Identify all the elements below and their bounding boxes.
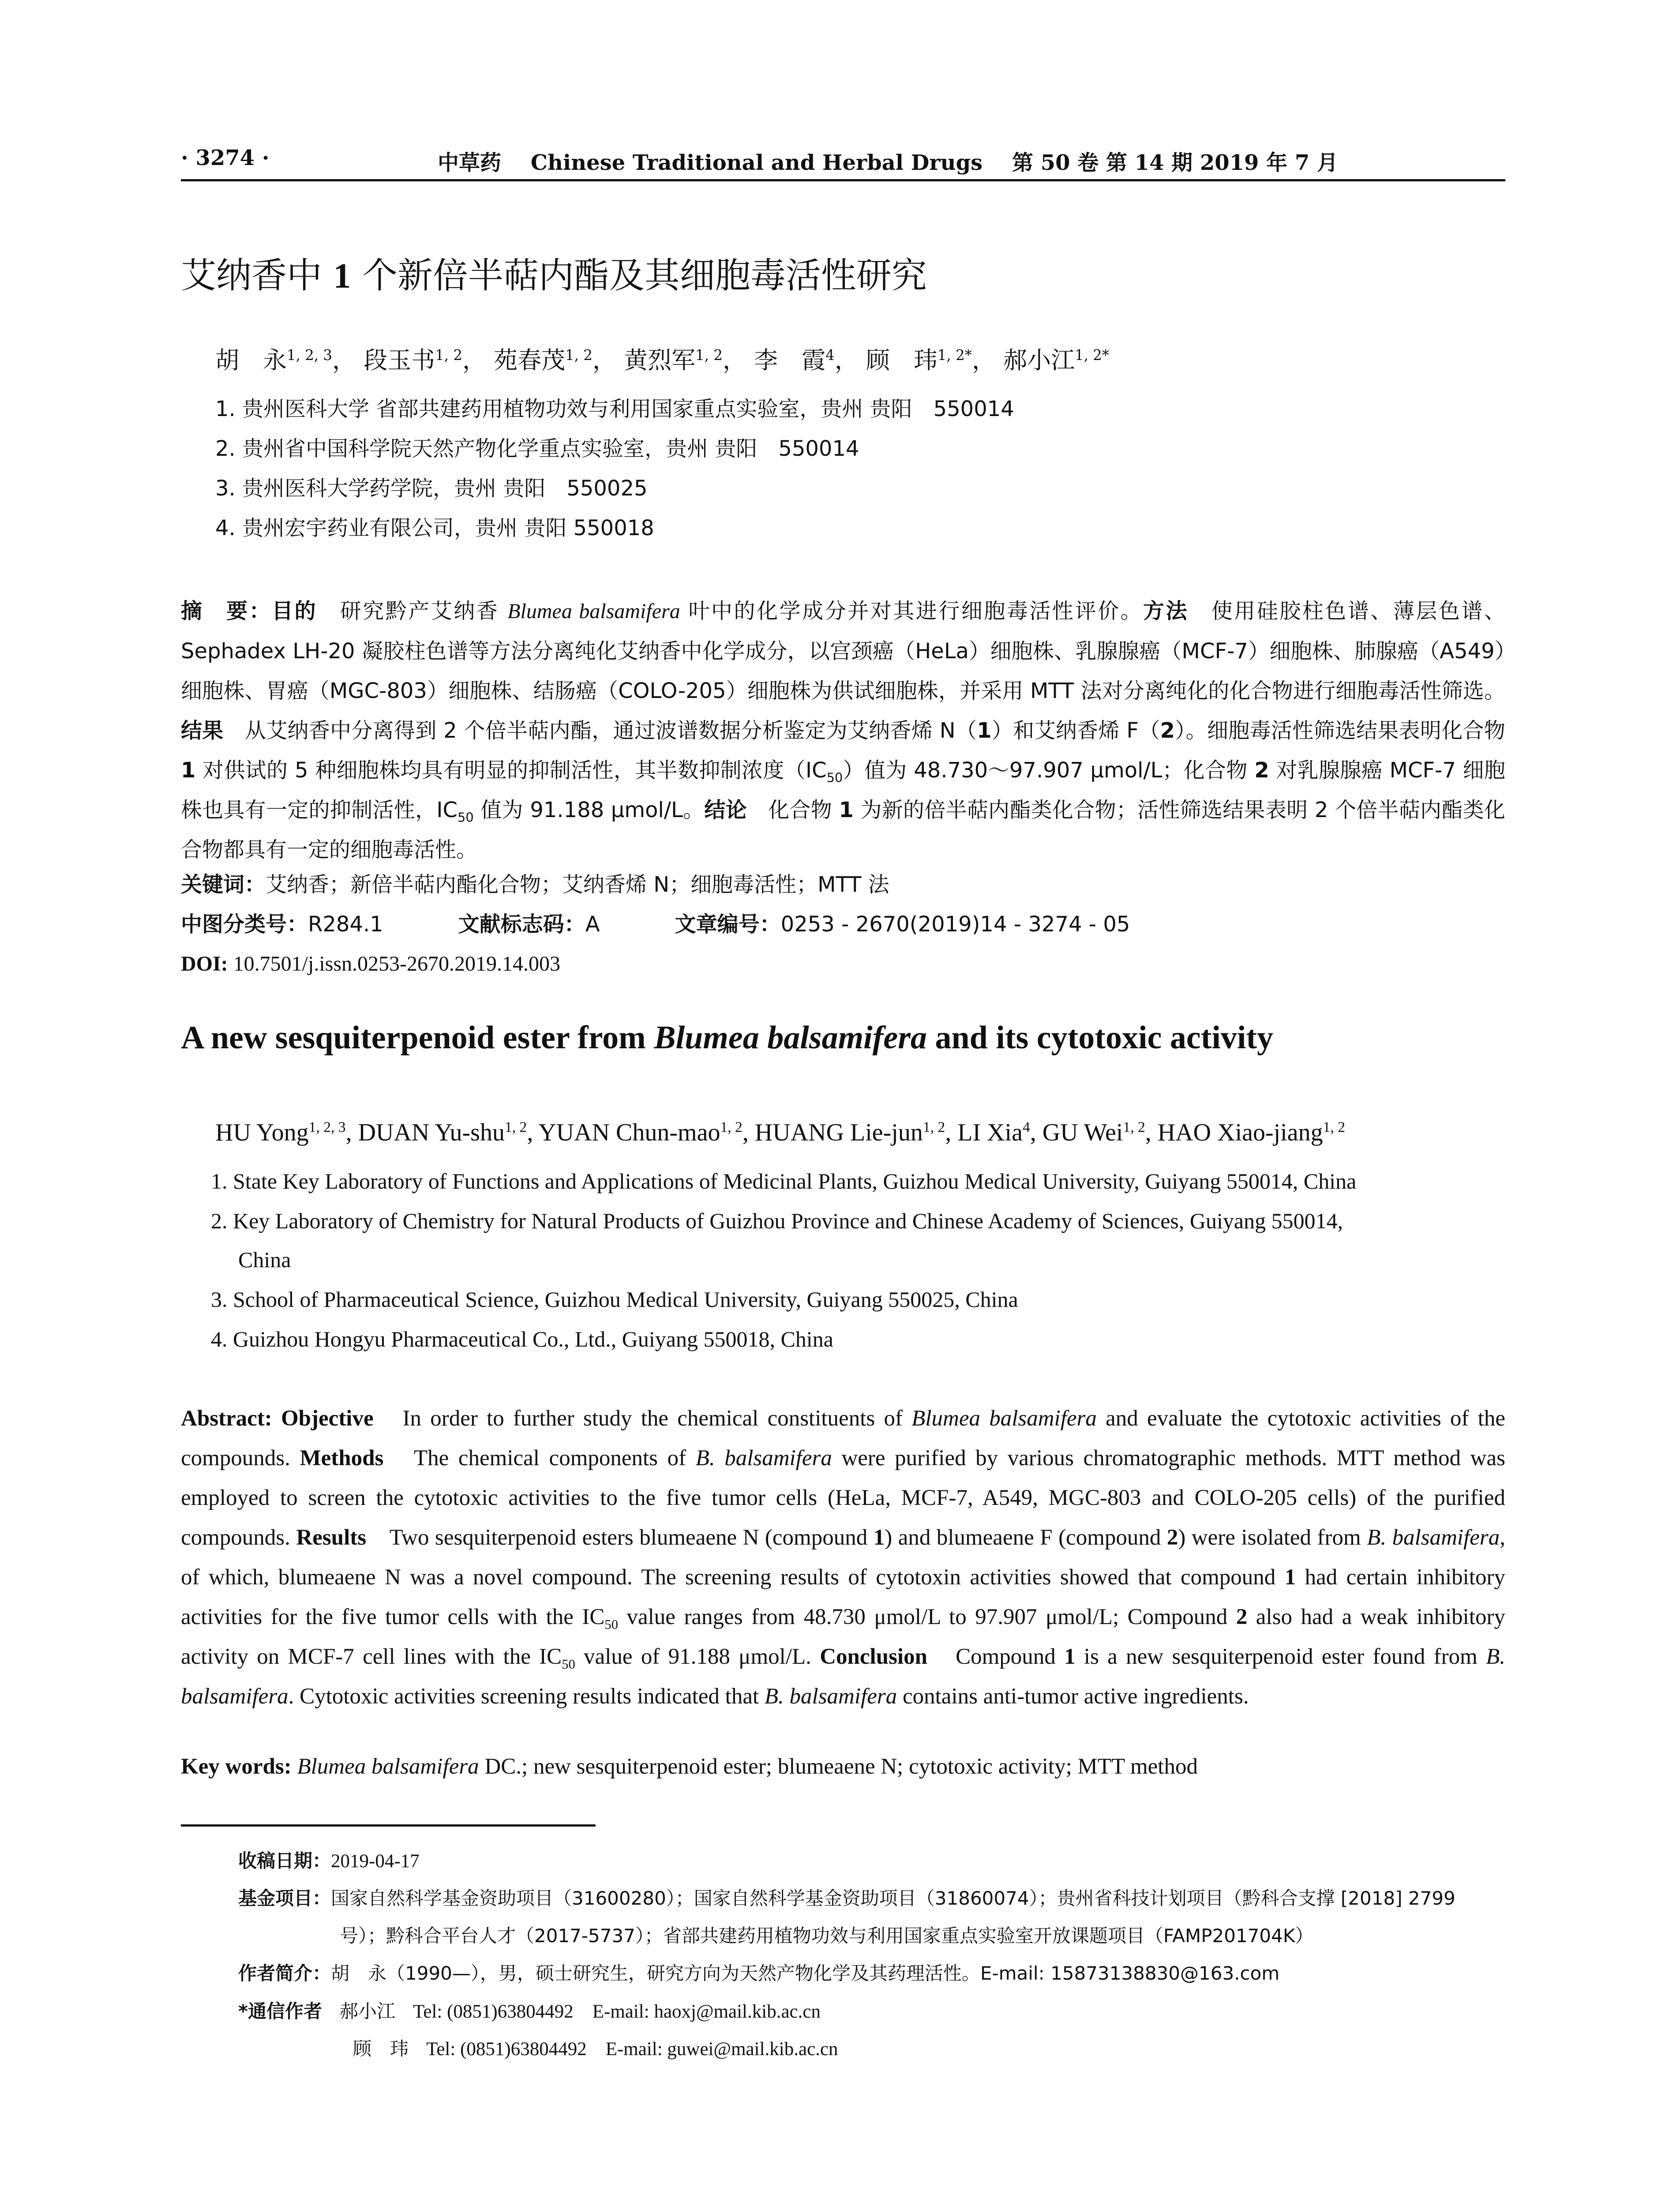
footnote-received — [238, 1846, 420, 1873]
bio-text: 胡 永（1990—），男，硕士研究生，研究方向为天然产物化学及其药理活性。E-mail: 15873138830@163.com — [331, 1962, 1280, 1984]
footnote-corresponding-2 — [353, 2034, 838, 2061]
author-affil-sup: 1, 2 — [1123, 1119, 1145, 1136]
author-cn — [364, 346, 486, 374]
results-label: Results — [296, 1525, 367, 1550]
author-sep: ， — [462, 346, 486, 374]
clc-value: R284.1 — [308, 912, 383, 937]
journal-header — [181, 140, 1505, 181]
author-name: 段玉书 — [364, 346, 435, 374]
doi-line — [181, 944, 1505, 984]
abstract-text: , of which, blumeaene N was a novel compound. The screening results of cytotoxin activities showed that compound — [181, 1525, 1506, 1590]
keywords-en — [181, 1754, 1198, 1779]
affiliation-en: 3. School of Pharmaceutical Science, Guizhou Medical University, Guiyang 550025, China — [211, 1287, 1018, 1312]
abstract-text: and evaluate the cytotoxic activities of the compounds. — [181, 1406, 1506, 1471]
doi-value[interactable]: 10.7501/j.issn.0253-2670.2019.14.003 — [228, 952, 561, 975]
species-name: B. balsamifera — [181, 1644, 1505, 1709]
abstract-text: ) and blumeaene F (compound — [885, 1525, 1167, 1550]
author-en — [215, 1119, 358, 1146]
authors-cn — [215, 341, 1109, 375]
author-en — [538, 1119, 755, 1146]
author-name: DUAN Yu-shu — [358, 1119, 505, 1146]
author-cn — [215, 346, 356, 374]
footnote-author-bio — [238, 1959, 1279, 1985]
title-en-part1: A new sesquiterpenoid ester from — [181, 1020, 654, 1056]
author-sep: , — [345, 1119, 358, 1146]
abstract-text: 从艾纳香中分离得到 2 个倍半萜内酯，通过波谱数据分析鉴定为艾纳香烯 N（ — [223, 718, 977, 743]
abstract-text: 值为 91.188 μmol/L。 — [473, 798, 705, 822]
abstract-text: 使用硅胶柱色谱、薄层色谱、Sephadex LH-20 凝胶柱色谱等方法分离纯化艾纳香中化学成分，以宫颈癌（HeLa）细胞株、乳腺腺癌（MCF-7）细胞株、肺腺癌（A549）细胞株、胃癌（MGC-803）细胞株、结肠癌（COLO-205）细胞株为供试细胞株，并采用 MTT 法对分离纯化的化合物进行细胞毒活性筛选。 — [181, 599, 1505, 703]
compound-number: 1 — [1284, 1565, 1296, 1590]
affiliation-en: 4. Guizhou Hongyu Pharmaceutical Co., Ltd., Guiyang 550018, China — [211, 1327, 833, 1351]
author-affil-sup: 1, 2, 3 — [308, 1119, 346, 1136]
abstract-text: 叶中的化学成分并对其进行细胞毒活性评价。 — [680, 599, 1144, 623]
doc-code-value: A — [585, 912, 600, 937]
species-name: B. balsamifera — [764, 1684, 897, 1709]
objective-label: 目的 — [272, 599, 318, 623]
author-en — [358, 1119, 539, 1146]
abstract-en — [181, 1399, 1505, 1716]
corresponding-label: *通信作者 — [238, 2000, 322, 2022]
abstract-text: 对供试的 5 种细胞株均具有明显的抑制活性，其半数抑制浓度（IC — [195, 758, 827, 783]
title-cn-part2: 个新倍半萜内酯及其细胞毒活性研究 — [351, 255, 927, 296]
abstract-text: contains anti-tumor active ingredients. — [897, 1684, 1249, 1709]
corresponding-contact: Tel: (0851)63804492 E-mail: haoxj@mail.kib.ac.cn — [413, 2001, 821, 2022]
abstract-text: 研究黔产艾纳香 — [317, 599, 508, 623]
affiliation-en: 1. State Key Laboratory of Functions and Applications of Medicinal Plants, Guizhou Medical University, Guiyang 550014, China — [211, 1169, 1357, 1193]
author-sep: ， — [592, 346, 616, 374]
author-sep: , — [1145, 1119, 1158, 1146]
abstract-text: ）。细胞毒活性筛选结果表明化合物 — [1175, 718, 1505, 743]
author-affil-sup: 1, 2 — [435, 347, 462, 364]
title-cn-number: 1 — [333, 257, 351, 296]
abstract-text: In order to further study the chemical constituents of — [373, 1406, 912, 1431]
article-number-label: 文章编号： — [675, 912, 781, 937]
classification-line — [181, 904, 1505, 944]
journal-name — [438, 146, 1338, 176]
abstract-text: ）值为 48.730～97.907 μmol/L；化合物 — [843, 758, 1255, 783]
author-affil-sup: 1, 2 — [695, 347, 723, 364]
author-sep: , — [945, 1119, 958, 1146]
author-name: 苑春茂 — [494, 346, 566, 374]
author-name: 李 霞 — [754, 346, 826, 374]
author-affil-sup: 4 — [1022, 1119, 1030, 1136]
affiliation-en-continued: China — [238, 1247, 291, 1272]
author-affil-sup: 1, 2 — [922, 1119, 945, 1136]
objective-label: Objective — [272, 1406, 374, 1431]
author-name: HUANG Lie-jun — [754, 1119, 923, 1146]
authors-en — [215, 1118, 1345, 1147]
author-name: 胡 永 — [215, 346, 287, 374]
issue-info: 第 50 卷 第 14 期 2019 年 7 月 — [1012, 150, 1338, 175]
author-affil-sup: 1, 2 — [565, 347, 592, 364]
compound-number: 2 — [1236, 1605, 1248, 1629]
abstract-text: 对乳腺腺癌 MCF-7 细胞株也具有一定的抑制活性，IC — [181, 758, 1505, 822]
affiliation-cn: 2. 贵州省中国科学院天然产物化学重点实验室，贵州 贵阳 550014 — [215, 436, 859, 461]
keywords-cn — [181, 865, 1505, 904]
footnote-corresponding-1 — [238, 1996, 821, 2023]
abstract-text: is a new sesquiterpenoid ester found from — [1075, 1644, 1486, 1669]
author-affil-sup: 4 — [825, 347, 835, 364]
affiliation-cn: 4. 贵州宏宇药业有限公司，贵州 贵阳 550018 — [215, 516, 654, 540]
author-name: 顾 玮 — [866, 346, 938, 374]
author-sep: , — [1030, 1119, 1042, 1146]
species-name: B. balsamifera — [695, 1446, 832, 1471]
abstract-text: . Cytotoxic activities screening results indicated that — [288, 1684, 765, 1709]
compound-number: 1 — [977, 718, 992, 743]
author-affil-sup: 1, 2* — [1075, 347, 1110, 364]
title-en — [181, 1019, 1273, 1057]
author-en — [957, 1119, 1042, 1146]
conclusion-label: 结论 — [704, 798, 747, 822]
compound-number: 1 — [873, 1525, 885, 1550]
received-date: 2019-04-17 — [331, 1851, 420, 1872]
abstract-label: Abstract: — [181, 1406, 272, 1431]
author-cn — [754, 346, 859, 374]
author-en — [1042, 1119, 1158, 1146]
author-sep: , — [742, 1119, 755, 1146]
title-en-part2: and its cytotoxic activity — [927, 1020, 1274, 1056]
author-cn — [624, 346, 746, 374]
author-sep: , — [527, 1119, 539, 1146]
author-affil-sup: 1, 2* — [937, 347, 972, 364]
journal-name-cn: 中草药 — [438, 150, 502, 175]
abstract-text: 为新的倍半萜内酯类化合物；活性筛选结果表明 2 个倍半萜内酯类化合物都具有一定的细胞毒活性。 — [181, 798, 1505, 862]
keywords-text: 艾纳香；新倍半萜内酯化合物；艾纳香烯 N；细胞毒活性；MTT 法 — [266, 872, 889, 897]
abstract-text: had certain inhibitory activities for the five tumor cells with the IC — [181, 1565, 1505, 1629]
bio-label: 作者简介： — [238, 1962, 331, 1984]
footnote-fund — [238, 1884, 1455, 1910]
footnote-divider — [181, 1824, 596, 1827]
footnote-fund-continued: 号）；黔科合平台人才（2017-5737）；省部共建药用植物功效与利用国家重点实验室开放课题项目（FAMP201704K） — [340, 1925, 1314, 1947]
affiliation-en: 2. Key Laboratory of Chemistry for Natural Products of Guizhou Province and Chinese Academy of Sciences, Guiyang 550014, — [211, 1208, 1343, 1233]
author-affil-sup: 1, 2 — [720, 1119, 742, 1136]
author-sep: ， — [332, 346, 356, 374]
compound-number: 1 — [181, 758, 196, 783]
author-cn — [494, 346, 616, 374]
subscript: 50 — [562, 1657, 575, 1672]
article-number-value: 0253 - 2670(2019)14 - 3274 - 05 — [780, 912, 1130, 937]
author-name: YUAN Chun-mao — [538, 1119, 720, 1146]
author-en — [1158, 1119, 1345, 1146]
compound-number: 2 — [1160, 718, 1175, 743]
author-affil-sup: 1, 2 — [1323, 1119, 1345, 1136]
title-cn-part1: 艾纳香中 — [181, 255, 334, 296]
abstract-label: 摘 要： — [181, 599, 272, 623]
author-affil-sup: 1, 2, 3 — [287, 347, 333, 364]
affiliation-cn: 3. 贵州医科大学药学院，贵州 贵阳 550025 — [215, 476, 648, 501]
author-affil-sup: 1, 2 — [504, 1119, 527, 1136]
subscript: 50 — [458, 810, 474, 825]
keywords-label: Key words: — [181, 1754, 292, 1779]
corresponding-name: 顾 玮 — [353, 2038, 409, 2060]
title-en-species: Blumea balsamifera — [654, 1020, 927, 1056]
species-name: B. balsamifera — [1367, 1525, 1500, 1550]
author-cn — [866, 346, 996, 374]
abstract-text: also had a weak inhibitory activity on MCF-7 cell lines with the IC — [181, 1605, 1505, 1669]
author-name: HU Yong — [215, 1119, 309, 1146]
affiliation-cn: 1. 贵州医科大学 省部共建药用植物功效与利用国家重点实验室，贵州 贵阳 550014 — [215, 397, 1014, 421]
conclusion-label: Conclusion — [820, 1644, 927, 1669]
fund-label: 基金项目： — [238, 1887, 331, 1909]
abstract-text: Compound — [927, 1644, 1065, 1669]
author-name: HAO Xiao-jiang — [1157, 1119, 1323, 1146]
abstract-text: The chemical components of — [383, 1446, 696, 1471]
author-cn — [1003, 346, 1109, 374]
abstract-text: value of 91.188 μmol/L. — [575, 1644, 820, 1669]
keywords-text: DC.; new sesquiterpenoid ester; blumeaene N; cytotoxic activity; MTT method — [479, 1754, 1198, 1779]
author-name: 郝小江 — [1003, 346, 1075, 374]
author-sep: ， — [971, 346, 996, 374]
subscript: 50 — [826, 770, 843, 785]
author-en — [755, 1119, 957, 1146]
abstract-cn — [181, 591, 1505, 870]
corresponding-name: 郝小江 — [340, 2000, 396, 2022]
title-cn — [181, 247, 927, 298]
abstract-text: were purified by various chromatographic methods. MTT method was employed to screen the cytotoxic activities to the five tumor cells (HeLa, MCF-7, A549, MGC-803 and COLO-205 cells) of the purified compounds. — [181, 1446, 1505, 1550]
species-name: Blumea balsamifera — [507, 600, 680, 623]
journal-name-en: Chinese Traditional and Herbal Drugs — [530, 150, 983, 175]
species-name: Blumea balsamifera — [911, 1406, 1097, 1431]
methods-label: Methods — [300, 1446, 384, 1471]
fund-text: 国家自然科学基金资助项目（31600280）；国家自然科学基金资助项目（31860074）；贵州省科技计划项目（黔科合支撑 [2018] 2799 — [331, 1887, 1455, 1909]
abstract-text: 化合物 — [746, 798, 839, 822]
author-sep: ， — [834, 346, 859, 374]
compound-number: 1 — [839, 798, 854, 822]
keywords-label: 关键词： — [181, 872, 266, 897]
abstract-text: Two sesquiterpenoid esters blumeaene N (compound — [366, 1525, 874, 1550]
author-sep: ， — [722, 346, 746, 374]
methods-label: 方法 — [1143, 599, 1189, 623]
doc-code-label: 文献标志码： — [458, 912, 585, 937]
page-number: · 3274 · — [181, 146, 270, 170]
received-label: 收稿日期： — [238, 1850, 331, 1872]
author-name: 黄烈军 — [624, 346, 696, 374]
abstract-text: ）和艾纳香烯 F（ — [991, 718, 1160, 743]
doi-label: DOI: — [181, 952, 228, 975]
corresponding-contact: Tel: (0851)63804492 E-mail: guwei@mail.kib.ac.cn — [426, 2039, 838, 2060]
species-name: Blumea balsamifera — [291, 1754, 479, 1779]
abstract-text: ) were isolated from — [1178, 1525, 1367, 1550]
compound-number: 1 — [1064, 1644, 1076, 1669]
author-name: LI Xia — [957, 1119, 1023, 1146]
results-label: 结果 — [181, 718, 224, 743]
compound-number: 2 — [1254, 758, 1269, 783]
subscript: 50 — [604, 1617, 618, 1632]
clc-label: 中图分类号： — [181, 912, 308, 937]
abstract-text: value ranges from 48.730 μmol/L to 97.907 μmol/L; Compound — [618, 1605, 1236, 1629]
compound-number: 2 — [1166, 1525, 1178, 1550]
author-name: GU Wei — [1042, 1119, 1123, 1146]
